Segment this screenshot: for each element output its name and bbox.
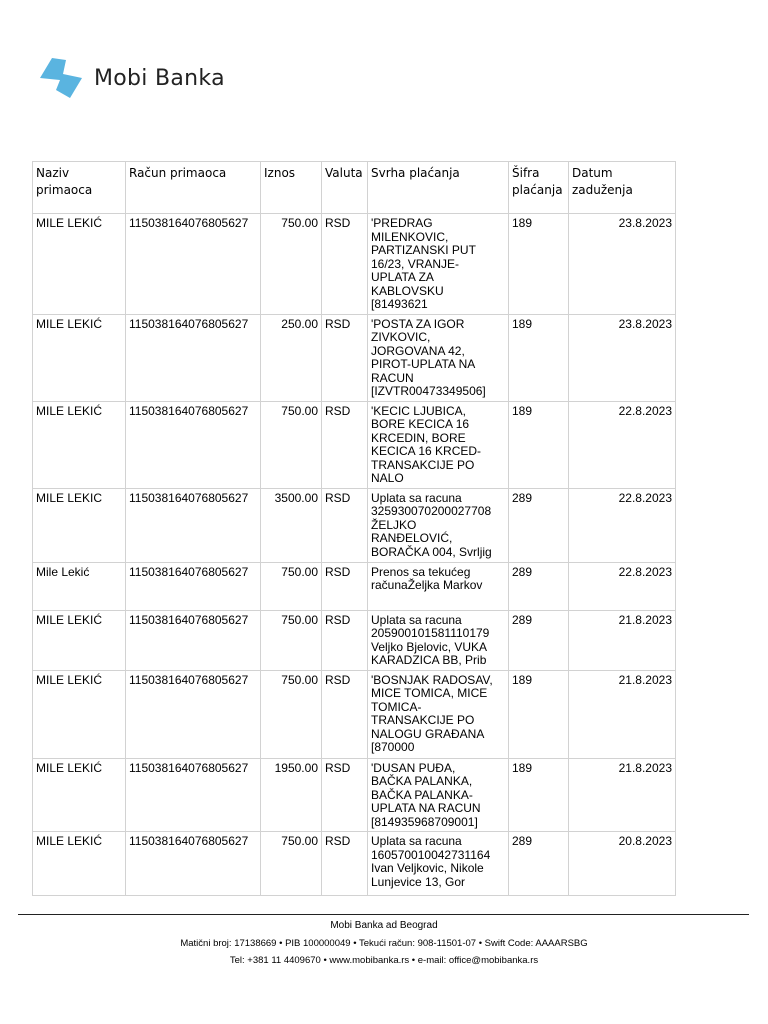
- cell-date: 23.8.2023: [569, 314, 676, 401]
- cell-date: 21.8.2023: [569, 610, 676, 670]
- cell-currency: RSD: [322, 214, 368, 315]
- bank-name: Mobi Banka: [94, 65, 225, 91]
- cell-code: 289: [509, 610, 569, 670]
- cell-account: 115038164076805627: [126, 401, 261, 488]
- footer-contact-info: Tel: +381 11 4409670 • www.mobibanka.rs • e-mail: office@mobibanka.rs: [229, 955, 539, 966]
- cell-date: 22.8.2023: [569, 488, 676, 562]
- cell-amount: 750.00: [261, 214, 322, 315]
- table-row: [33, 610, 676, 670]
- table-row: [33, 214, 676, 315]
- cell-purpose: Uplata sa racuna 205900101581110179 Veljko Bjelovic, VUKA KARADZICA BB, Prib: [368, 610, 509, 670]
- cell-currency: RSD: [322, 758, 368, 832]
- header-currency: Valuta: [322, 162, 368, 214]
- cell-account: 115038164076805627: [126, 488, 261, 562]
- header-date: Datum zaduženja: [569, 162, 676, 214]
- cell-recipient: MILE LEKIC: [33, 488, 126, 562]
- cell-date: 22.8.2023: [569, 401, 676, 488]
- cell-code: 189: [509, 758, 569, 832]
- cell-currency: RSD: [322, 670, 368, 758]
- cell-amount: 250.00: [261, 314, 322, 401]
- cell-account: 115038164076805627: [126, 562, 261, 610]
- cell-currency: RSD: [322, 832, 368, 896]
- header-code: Šifra plaćanja: [509, 162, 569, 214]
- transactions-table: [32, 161, 676, 896]
- header-recipient: Naziv primaoca: [33, 162, 126, 214]
- cell-amount: 750.00: [261, 562, 322, 610]
- cell-currency: RSD: [322, 562, 368, 610]
- cell-amount: 750.00: [261, 610, 322, 670]
- cell-currency: RSD: [322, 314, 368, 401]
- cell-purpose: 'DUSAN PUĐA, BAČKA PALANKA, BAČKA PALANKA- UPLATA NA RACUN [814935968709001]: [368, 758, 509, 832]
- cell-amount: 3500.00: [261, 488, 322, 562]
- cell-amount: 750.00: [261, 832, 322, 896]
- table-row: [33, 314, 676, 401]
- cell-account: 115038164076805627: [126, 214, 261, 315]
- cell-date: 22.8.2023: [569, 562, 676, 610]
- cell-amount: 750.00: [261, 670, 322, 758]
- cell-recipient: Mile Lekić: [33, 562, 126, 610]
- footer-divider: [18, 914, 749, 915]
- cell-currency: RSD: [322, 488, 368, 562]
- cell-purpose: 'BOSNJAK RADOSAV, MICE TOMICA, MICE TOMICA- TRANSAKCIJE PO NALOGU GRAĐANA [870000: [368, 670, 509, 758]
- table-row: [33, 670, 676, 758]
- cell-purpose: 'PREDRAG MILENKOVIC, PARTIZANSKI PUT 16/23, VRANJE- UPLATA ZA KABLOVSKU [81493621: [368, 214, 509, 315]
- mobi-banka-logo-icon: [36, 56, 84, 100]
- cell-amount: 750.00: [261, 401, 322, 488]
- cell-account: 115038164076805627: [126, 758, 261, 832]
- cell-recipient: MILE LEKIĆ: [33, 832, 126, 896]
- cell-date: 21.8.2023: [569, 670, 676, 758]
- cell-recipient: MILE LEKIĆ: [33, 314, 126, 401]
- cell-purpose: Uplata sa racuna 160570010042731164 Ivan Veljkovic, Nikole Lunjevice 13, Gor: [368, 832, 509, 896]
- cell-recipient: MILE LEKIĆ: [33, 214, 126, 315]
- table-header-row: [33, 162, 676, 214]
- cell-recipient: MILE LEKIĆ: [33, 758, 126, 832]
- table-row: [33, 758, 676, 832]
- cell-recipient: MILE LEKIĆ: [33, 401, 126, 488]
- footer-bank-name: Mobi Banka ad Beograd: [330, 920, 438, 931]
- header-account: Račun primaoca: [126, 162, 261, 214]
- cell-code: 289: [509, 562, 569, 610]
- cell-purpose: 'POSTA ZA IGOR ZIVKOVIC, JORGOVANA 42, PIROT-UPLATA NA RACUN [IZVTR00473349506]: [368, 314, 509, 401]
- cell-code: 189: [509, 401, 569, 488]
- cell-purpose: Prenos sa tekućeg računaŽeljka Markov: [368, 562, 509, 610]
- cell-account: 115038164076805627: [126, 314, 261, 401]
- cell-code: 189: [509, 314, 569, 401]
- cell-recipient: MILE LEKIĆ: [33, 610, 126, 670]
- cell-date: 21.8.2023: [569, 758, 676, 832]
- cell-account: 115038164076805627: [126, 670, 261, 758]
- cell-date: 23.8.2023: [569, 214, 676, 315]
- cell-currency: RSD: [322, 401, 368, 488]
- table-row: [33, 562, 676, 610]
- cell-account: 115038164076805627: [126, 832, 261, 896]
- cell-code: 289: [509, 488, 569, 562]
- cell-account: 115038164076805627: [126, 610, 261, 670]
- cell-code: 189: [509, 670, 569, 758]
- table-row: [33, 488, 676, 562]
- cell-purpose: Uplata sa racuna 325930070200027708 ŽELJKO RANĐELOVIĆ, BORAČKA 004, Svrljig: [368, 488, 509, 562]
- footer-registration-info: Matični broj: 17138669 • PIB 100000049 • Tekući račun: 908-11501-07 • Swift Code: AAAARSBG: [180, 938, 588, 949]
- header-purpose: Svrha plaćanja: [368, 162, 509, 214]
- cell-code: 189: [509, 214, 569, 315]
- cell-recipient: MILE LEKIĆ: [33, 670, 126, 758]
- header-amount: Iznos: [261, 162, 322, 214]
- cell-currency: RSD: [322, 610, 368, 670]
- bank-logo: [36, 56, 225, 100]
- cell-purpose: 'KECIC LJUBICA, BORE KECICA 16 KRCEDIN, BORE KECICA 16 KRCED- TRANSAKCIJE PO NALO: [368, 401, 509, 488]
- cell-date: 20.8.2023: [569, 832, 676, 896]
- cell-code: 289: [509, 832, 569, 896]
- table-row: [33, 401, 676, 488]
- cell-amount: 1950.00: [261, 758, 322, 832]
- table-row: [33, 832, 676, 896]
